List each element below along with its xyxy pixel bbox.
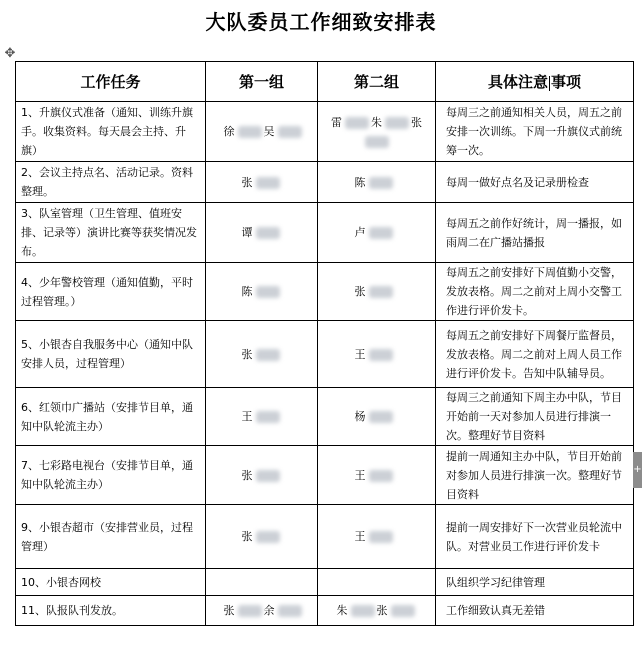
redacted-name-mark: [369, 470, 393, 482]
group2-cell[interactable]: [318, 321, 436, 388]
table-row: [16, 162, 634, 203]
group1-cell[interactable]: [206, 388, 318, 446]
header-group1: 第一组: [206, 62, 318, 102]
group2-cell[interactable]: [318, 162, 436, 203]
table-row: [16, 263, 634, 321]
member-name: 朱: [336, 604, 348, 617]
member-name: 王: [354, 347, 366, 361]
task-cell[interactable]: 11、队报队刊发放。: [16, 596, 206, 626]
task-cell[interactable]: 3、队室管理（卫生管理、值班安排、记录等）演讲比赛等获奖情况发布。: [16, 203, 206, 263]
redacted-name-mark: [256, 411, 280, 423]
note-cell[interactable]: 每周五之前安排好下周餐厅监督员，发放表格。周二之前对上周人员工作进行评价发卡。告知中队辅导员。: [436, 321, 634, 388]
member-name: 张: [241, 347, 253, 361]
group1-cell[interactable]: [206, 321, 318, 388]
redacted-name-mark: [385, 117, 409, 129]
table-row: [16, 203, 634, 263]
task-cell[interactable]: 5、小银杏自我服务中心（通知中队安排人员，过程管理）: [16, 321, 206, 388]
member-name: 张: [411, 115, 422, 129]
redacted-name-mark: [365, 136, 389, 148]
group2-cell[interactable]: [318, 596, 436, 626]
note-cell[interactable]: 每周五之前作好统计，周一播报，如雨周二在广播站播报: [436, 203, 634, 263]
table-header-row: [16, 62, 634, 102]
group1-cell[interactable]: [206, 263, 318, 321]
note-cell[interactable]: 队组织学习纪律管理: [436, 569, 634, 596]
member-name: 吴: [263, 125, 275, 138]
redacted-name-mark: [369, 177, 393, 189]
header-notes: [436, 62, 634, 102]
table-move-handle-icon[interactable]: ✥: [4, 46, 16, 61]
member-name: 朱: [371, 115, 382, 129]
document-title: 大队委员工作细致安排表: [205, 10, 437, 34]
table-row: [16, 505, 634, 569]
text-cursor: [549, 76, 550, 91]
note-cell[interactable]: 提前一周通知主办中队，节目开始前对参加人员进行排演一次。整理好节目资料: [436, 446, 634, 505]
group2-cell[interactable]: [318, 263, 436, 321]
member-name: 陈: [354, 175, 366, 189]
redacted-name-mark: [391, 605, 415, 617]
redacted-name-mark: [256, 177, 280, 189]
redacted-name-mark: [256, 470, 280, 482]
group1-cell[interactable]: [206, 569, 318, 596]
table-row: [16, 569, 634, 596]
member-name: 余: [263, 604, 275, 617]
group1-cell[interactable]: [206, 203, 318, 263]
note-cell[interactable]: 每周五之前安排好下周值勤小交警，发放表格。周二之前对上周小交警工作进行评价发卡。: [436, 263, 634, 321]
member-name: 王: [354, 530, 366, 543]
redacted-name-mark: [278, 126, 302, 138]
redacted-name-mark: [369, 286, 393, 298]
member-name: 王: [354, 468, 366, 482]
task-cell[interactable]: 9、小银杏超市（安排营业员，过程管理）: [16, 505, 206, 569]
table-row: [16, 596, 634, 626]
notes-header-text: 具体注意 事项: [487, 73, 582, 91]
group1-cell[interactable]: [206, 162, 318, 203]
group1-cell[interactable]: [206, 102, 318, 162]
task-cell[interactable]: 4、少年警校管理（通知值勤，平时过程管理。）: [16, 263, 206, 321]
member-name: 张: [241, 468, 253, 482]
group2-cell[interactable]: [318, 388, 436, 446]
member-name: 谭: [241, 226, 253, 239]
group2-cell[interactable]: [318, 505, 436, 569]
note-cell[interactable]: 每周三之前通知相关人员，周五之前安排一次训练。下周一升旗仪式前统筹一次。: [436, 102, 634, 162]
note-cell[interactable]: 提前一周安排好下一次营业员轮流中队。对营业员工作进行评价发卡: [436, 505, 634, 569]
task-cell[interactable]: 7、七彩路电视台（安排节目单，通知中队轮流主办）: [16, 446, 206, 505]
schedule-table: [15, 61, 634, 626]
redacted-name-mark: [256, 349, 280, 361]
redacted-name-mark: [351, 605, 375, 617]
redacted-name-mark: [369, 531, 393, 543]
member-name: 雷: [331, 115, 342, 129]
header-group2: 第二组: [318, 62, 436, 102]
note-cell[interactable]: 工作细致认真无差错: [436, 596, 634, 626]
note-cell[interactable]: 每周三之前通知下周主办中队，节目开始前一天对参加人员进行排演一次。整理好节目资料: [436, 388, 634, 446]
member-name: 张: [354, 285, 366, 298]
member-name: 张: [223, 604, 235, 617]
group2-cell[interactable]: [318, 102, 436, 162]
table-expand-handle-icon[interactable]: +: [633, 452, 642, 488]
redacted-name-mark: [256, 286, 280, 298]
member-name: 卢: [354, 226, 366, 239]
group1-cell[interactable]: [206, 596, 318, 626]
note-cell[interactable]: 每周一做好点名及记录册检查: [436, 162, 634, 203]
table-row: [16, 446, 634, 505]
redacted-name-mark: [256, 531, 280, 543]
redacted-name-mark: [238, 605, 262, 617]
task-cell[interactable]: 6、红领巾广播站（安排节目单，通知中队轮流主办）: [16, 388, 206, 446]
redacted-name-mark: [369, 227, 393, 239]
member-name: 陈: [241, 285, 253, 298]
redacted-name-mark: [345, 117, 369, 129]
redacted-name-mark: [369, 411, 393, 423]
group1-cell[interactable]: [206, 505, 318, 569]
group2-cell[interactable]: [318, 446, 436, 505]
member-name: 王: [241, 410, 253, 423]
table-row: [16, 388, 634, 446]
header-task: 工作任务: [16, 62, 206, 102]
group2-cell[interactable]: [318, 569, 436, 596]
task-cell[interactable]: 1、升旗仪式准备（通知、训练升旗手。收集资料。每天晨会主持、升旗）: [16, 102, 206, 162]
member-name: 徐: [223, 125, 235, 138]
task-cell[interactable]: 2、会议主持点名、活动记录。资料整理。: [16, 162, 206, 203]
redacted-name-mark: [238, 126, 262, 138]
member-name: 张: [376, 604, 388, 617]
member-name: 张: [241, 530, 253, 543]
task-cell[interactable]: 10、小银杏网校: [16, 569, 206, 596]
member-name: 张: [241, 175, 253, 189]
redacted-name-mark: [369, 349, 393, 361]
group1-cell[interactable]: [206, 446, 318, 505]
table-row: [16, 321, 634, 388]
redacted-name-mark: [278, 605, 302, 617]
table-row: [16, 102, 634, 162]
redacted-name-mark: [256, 227, 280, 239]
member-name: 杨: [354, 410, 366, 423]
group2-cell[interactable]: [318, 203, 436, 263]
